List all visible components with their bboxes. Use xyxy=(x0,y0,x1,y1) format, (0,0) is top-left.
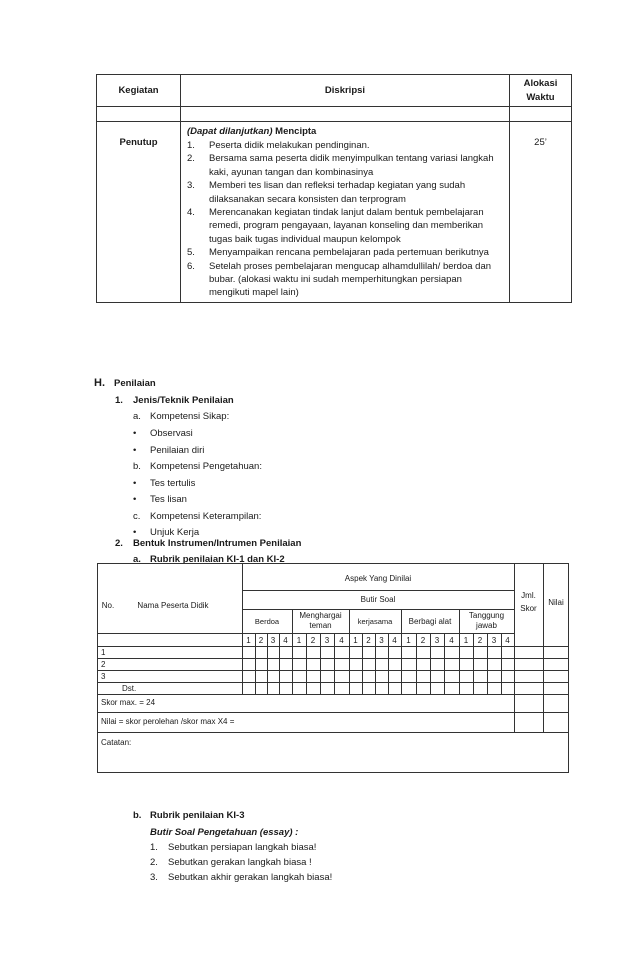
question-number: 2. xyxy=(150,857,158,868)
score-label: 1 xyxy=(353,635,358,645)
row-dst: Dst. xyxy=(122,684,137,693)
activity-table xyxy=(96,74,572,303)
score-label: 4 xyxy=(392,635,397,645)
col-jml: Jml. xyxy=(521,591,536,600)
col-berdoa: Berdoa xyxy=(254,616,280,626)
question-text: Sebutkan gerakan langkah biasa ! xyxy=(168,857,312,868)
nilai-formula: Nilai = skor perolehan /skor max X4 = xyxy=(101,717,235,726)
header-alokasi: Alokasi Waktu xyxy=(510,75,572,107)
bullet-text: Observasi xyxy=(150,428,193,439)
score-label: 2 xyxy=(310,635,316,645)
list-item: 2. Bersama sama peserta didik menyimpulkan tentang variasi langkah kaki, ayunan tangan dan kombinasinya xyxy=(187,153,494,178)
rubric-title: Rubrik penilaian KI-1 dan KI-2 xyxy=(150,554,285,565)
score-label: 4 xyxy=(449,635,454,645)
score-label: 2 xyxy=(258,635,264,645)
score-label: 2 xyxy=(477,635,483,645)
score-label: 4 xyxy=(505,635,510,645)
col-butir: Butir Soal xyxy=(360,595,396,604)
score-label: 4 xyxy=(339,635,344,645)
question-text: Sebutkan persiapan langkah biasa! xyxy=(168,842,317,853)
col-skor: Skor xyxy=(520,604,537,613)
header-deskripsi: Diskripsi xyxy=(181,75,510,107)
bullet-icon: • xyxy=(133,494,137,505)
rubric-ki3-title: Rubrik penilaian KI-3 xyxy=(150,810,245,821)
score-label: 3 xyxy=(434,635,440,645)
score-label: 3 xyxy=(324,635,330,645)
score-label: 1 xyxy=(406,635,411,645)
bullet-text: Penilaian diri xyxy=(150,445,205,456)
item-text: Kompetensi Keterampilan: xyxy=(150,511,262,522)
bullet-text: Tes tertulis xyxy=(150,478,196,489)
score-label: 1 xyxy=(463,635,469,645)
list-item: 5. Menyampaikan rencana pembelajaran pada pertemuan berikutnya xyxy=(187,247,489,259)
continued-line xyxy=(181,125,509,138)
row-number: 2 xyxy=(101,660,106,669)
score-label: 3 xyxy=(379,635,384,645)
rubric-ki3-subtitle: Butir Soal Pengetahuan (essay) : xyxy=(150,827,299,838)
col-nilai: Nilai xyxy=(548,598,564,607)
score-label: 1 xyxy=(296,635,302,645)
row-label-cell xyxy=(97,122,181,303)
row-label-penutup: Penutup xyxy=(119,137,158,148)
skor-max: Skor max. = 24 xyxy=(101,698,156,707)
item-text: Kompetensi Sikap: xyxy=(150,411,230,422)
list-item: 1. Peserta didik melakukan pendinginan. xyxy=(187,140,370,151)
bullet-text: Unjuk Kerja xyxy=(150,527,200,538)
catatan: Catatan: xyxy=(101,738,132,747)
continued-title: Mencipta xyxy=(275,126,317,137)
subsection-number: 2. xyxy=(115,538,123,549)
item-text: Kompetensi Pengetahuan: xyxy=(150,461,262,472)
col-nama: Nama Peserta Didik xyxy=(137,601,209,610)
score-label: 2 xyxy=(420,635,426,645)
item-letter: a. xyxy=(133,411,141,422)
continued-label: (Dapat dilanjutkan) xyxy=(187,126,273,137)
description-cell xyxy=(181,122,510,303)
bullet-icon: • xyxy=(133,478,137,489)
question-text: Sebutkan akhir gerakan langkah biasa! xyxy=(168,872,333,883)
section-letter: H. xyxy=(94,377,105,389)
list-item: 3. Memberi tes lisan dan refleksi terhadap kegiatan yang sudah dilaksanakan secara konsisten dan terprogram xyxy=(187,180,466,205)
col-menghargai-teman: Menghargai teman xyxy=(299,611,342,630)
bullet-text: Tes lisan xyxy=(150,494,187,505)
col-kerjasama: kerjasama xyxy=(357,616,393,626)
col-no: No. xyxy=(101,601,115,610)
question-number: 1. xyxy=(150,842,158,853)
item-letter: b. xyxy=(133,810,142,821)
bullet-icon: • xyxy=(133,445,137,456)
subsection-title: Bentuk Instrumen/Intrumen Penilaian xyxy=(133,538,302,549)
bullet-icon: • xyxy=(133,527,137,538)
list-item: 4. Merencanakan kegiatan tindak lanjut dalam bentuk pembelajaran remedi, program pengayaan, layanan konseling dan memberikan tugas baik tugas individual maupun kelompok xyxy=(187,207,484,245)
item-letter: a. xyxy=(133,554,141,565)
bullet-icon: • xyxy=(133,428,137,439)
subsection-title: Jenis/Teknik Penilaian xyxy=(133,395,234,406)
score-label: 3 xyxy=(270,635,276,645)
time-cell xyxy=(510,122,572,303)
row-number: 1 xyxy=(101,648,106,657)
col-aspek: Aspek Yang Dinilai xyxy=(344,574,412,583)
score-label: 1 xyxy=(246,635,251,645)
col-berbagi-alat: Berbagi alat xyxy=(408,616,452,626)
subsection-number: 1. xyxy=(115,395,123,406)
rubric-table xyxy=(97,563,569,773)
header-kegiatan: Kegiatan xyxy=(97,75,181,107)
question-number: 3. xyxy=(150,872,158,883)
col-tanggung-jawab: Tanggung jawab xyxy=(468,611,505,630)
row-number: 3 xyxy=(101,672,106,681)
item-letter: b. xyxy=(133,461,141,472)
section-title: Penilaian xyxy=(114,378,156,389)
time-value: 25’ xyxy=(534,137,547,148)
list-item: 6. Setelah proses pembelajaran mengucap alhamdullilah/ berdoa dan bubar. (alokasi waktu ini sudah memperhitungkan persiapan mengikuti mapel lain) xyxy=(187,260,492,299)
score-label: 3 xyxy=(491,635,497,645)
score-label: 2 xyxy=(366,635,371,645)
item-letter: c. xyxy=(133,511,141,522)
score-label: 4 xyxy=(283,635,288,645)
